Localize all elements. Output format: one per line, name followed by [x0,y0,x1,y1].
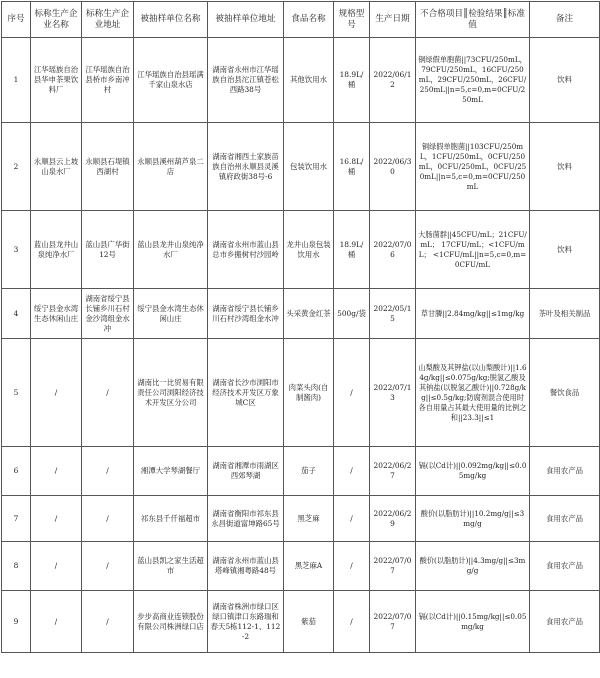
cell-sampled-unit-address: 湖南省株洲市绿口区绿口镇津口东路瑞和春天5栋112-1、112-2 [208,591,284,653]
cell-sampled-unit-address: 湖南省长沙市浏阳市经济技术开发区万象城C区 [208,339,284,447]
cell-no: 3 [2,211,31,289]
cell-maker: / [31,591,82,653]
cell-maker: 绥宁县金水湾生态休闲山庄 [31,289,82,339]
cell-sampled-unit: 江华瑶族自治县瑶满千家山泉水店 [134,38,208,123]
table-row [2,447,600,496]
cell-sampled-unit-address: 湖南省绥宁县长铺乡川石村沙湾组金水冲 [208,289,284,339]
cell-maker-address: / [82,496,134,542]
cell-spec: 16.8L/桶 [334,123,370,211]
header-food: 食品名称 [284,2,334,38]
cell-no: 4 [2,289,31,339]
cell-sampled-unit: 步步高商业连锁股份有限公司株洲绿口店 [134,591,208,653]
header-date: 生产日期 [370,2,416,38]
header-sampled-unit: 被抽样单位名称 [134,2,208,38]
cell-date: 2022/07/07 [370,542,416,591]
cell-date: 2022/06/29 [370,496,416,542]
results-table [1,1,600,653]
cell-no: 6 [2,447,31,496]
cell-sampled-unit: 绥宁县金水湾生态休闲山庄 [134,289,208,339]
cell-food: 肉菜头肉(自制酱肉) [284,339,334,447]
cell-note: 饮料 [530,38,600,123]
header-maker-address: 标称生产企业地址 [82,2,134,38]
cell-result: 酸价(以脂肪计)||4.3mg/g||≤3mg/g [416,542,530,591]
header-sampled-unit-address: 被抽样单位地址 [208,2,284,38]
cell-sampled-unit: 湖南比一比贸易有限责任公司浏阳经济技术开发区分公司 [134,339,208,447]
cell-maker: 江华瑶族自治县华申茶果饮料厂 [31,38,82,123]
cell-date: 2022/05/15 [370,289,416,339]
cell-spec: 18.9L/桶 [334,211,370,289]
cell-spec: / [334,591,370,653]
cell-no: 5 [2,339,31,447]
header-result: 不合格项目║检验结果║标准值 [416,2,530,38]
cell-result: 山梨酸及其钾盐(以山梨酸计)||1.64g/kg||≤0.075g/kg;脱氢乙酸及其钠盐(以脱氢乙酸计)||0.728g/kg||≤0.5g/kg;防腐剂混合使用时各自用量占其最大使用量的比例之和||23.3||≤1 [416,339,530,447]
cell-sampled-unit-address: 湖南省永州市蓝山县总市乡搬树村沙园岭 [208,211,284,289]
cell-sampled-unit-address: 湖南省湘潭市雨湖区西郊琴湖 [208,447,284,496]
cell-note: 茶叶及相关制品 [530,289,600,339]
header-row [2,2,600,38]
cell-no: 2 [2,123,31,211]
cell-date: 2022/07/06 [370,211,416,289]
cell-date: 2022/06/30 [370,123,416,211]
table-row [2,542,600,591]
cell-maker-address: 蓝山县广华街12号 [82,211,134,289]
cell-date: 2022/07/13 [370,339,416,447]
cell-sampled-unit: 湘潭大学琴湖餐厅 [134,447,208,496]
cell-no: 9 [2,591,31,653]
cell-sampled-unit-address: 湖南省永州市蓝山县塔峰镇湘粤路48号 [208,542,284,591]
header-spec: 规格型号 [334,2,370,38]
cell-food: 紫茄 [284,591,334,653]
header-maker: 标称生产企业名称 [31,2,82,38]
cell-no: 1 [2,38,31,123]
cell-result: 镉(以Cd计)||0.092mg/kg||≤0.05mg/kg [416,447,530,496]
cell-maker-address: / [82,591,134,653]
cell-result: 酸价(以脂肪计)||10.2mg/g||≤3mg/g [416,496,530,542]
cell-food: 包装饮用水 [284,123,334,211]
cell-food: 黑芝麻 [284,496,334,542]
cell-date: 2022/06/12 [370,38,416,123]
cell-date: 2022/07/07 [370,591,416,653]
cell-food: 龙井山泉包装饮用水 [284,211,334,289]
cell-sampled-unit: 永顺县溪州葫芦泉二店 [134,123,208,211]
table-row [2,289,600,339]
cell-food: 黑芝麻A [284,542,334,591]
cell-note: 食用农产品 [530,542,600,591]
cell-sampled-unit-address: 湖南省永州市江华瑶族自治县沱江镇苍松西路38号 [208,38,284,123]
cell-note: 餐饮食品 [530,339,600,447]
cell-spec: / [334,542,370,591]
table-row [2,591,600,653]
cell-result: 草甘膦||2.84mg/kg||≤1mg/kg [416,289,530,339]
header-no: 序号 [2,2,31,38]
cell-spec: 500g/袋 [334,289,370,339]
cell-sampled-unit-address: 湖南省湘西土家族苗族自治州永顺县灵溪镇府政街38号-6 [208,123,284,211]
cell-maker-address: 湖南省绥宁县长铺乡川石村金沙湾组金水冲 [82,289,134,339]
cell-sampled-unit: 蓝山县龙井山泉纯净水厂 [134,211,208,289]
cell-maker-address: 永顺县石堤镇西湖村 [82,123,134,211]
cell-food: 其他饮用水 [284,38,334,123]
cell-note: 食用农产品 [530,496,600,542]
cell-maker: 蓝山县龙井山泉纯净水厂 [31,211,82,289]
table-row [2,496,600,542]
cell-date: 2022/06/27 [370,447,416,496]
cell-note: 食用农产品 [530,591,600,653]
cell-maker: 永顺县云上坡山泉水厂 [31,123,82,211]
cell-food: 茄子 [284,447,334,496]
cell-maker-address: 江华瑶族自治县桥市乡南冲村 [82,38,134,123]
cell-maker-address: / [82,447,134,496]
cell-maker: / [31,447,82,496]
cell-spec: / [334,496,370,542]
cell-note: 食用农产品 [530,447,600,496]
cell-spec: / [334,447,370,496]
cell-no: 7 [2,496,31,542]
cell-note: 饮料 [530,211,600,289]
table-row [2,211,600,289]
header-note: 备注 [530,2,600,38]
cell-maker: / [31,339,82,447]
cell-result: 大肠菌群||45CFU/mL；21CFU/mL； 17CFU/mL；<1CFU/mL； <1CFU/mL||n=5,c=0,m=0CFU/mL [416,211,530,289]
cell-result: 镉(以Cd计)||0.15mg/kg||≤0.05mg/kg [416,591,530,653]
cell-maker: / [31,542,82,591]
cell-maker: / [31,496,82,542]
table-row [2,38,600,123]
cell-spec: / [334,339,370,447]
cell-no: 8 [2,542,31,591]
table-row [2,339,600,447]
cell-sampled-unit-address: 湖南省衡阳市祁东县永昌街道富坤路65号 [208,496,284,542]
cell-sampled-unit: 蓝山县凯之家生活超市 [134,542,208,591]
cell-spec: 18.9L/桶 [334,38,370,123]
cell-food: 头采黄金红茶 [284,289,334,339]
cell-maker-address: / [82,542,134,591]
cell-maker-address: / [82,339,134,447]
table-row [2,123,600,211]
cell-result: 铜绿假单胞菌||103CFU/250mL，1CFU/250mL，0CFU/250mL，0CFU/250mL，0CFU/250mL||n=5,c=0,m=0CFU/250mL [416,123,530,211]
cell-result: 铜绿假单胞菌||73CFU/250mL，79CFU/250mL，16CFU/250mL，29CFU/250mL，26CFU/250mL||n=5,c=0,m=0CFU/250mL [416,38,530,123]
cell-note: 饮料 [530,123,600,211]
cell-sampled-unit: 祁东县千仟福超市 [134,496,208,542]
